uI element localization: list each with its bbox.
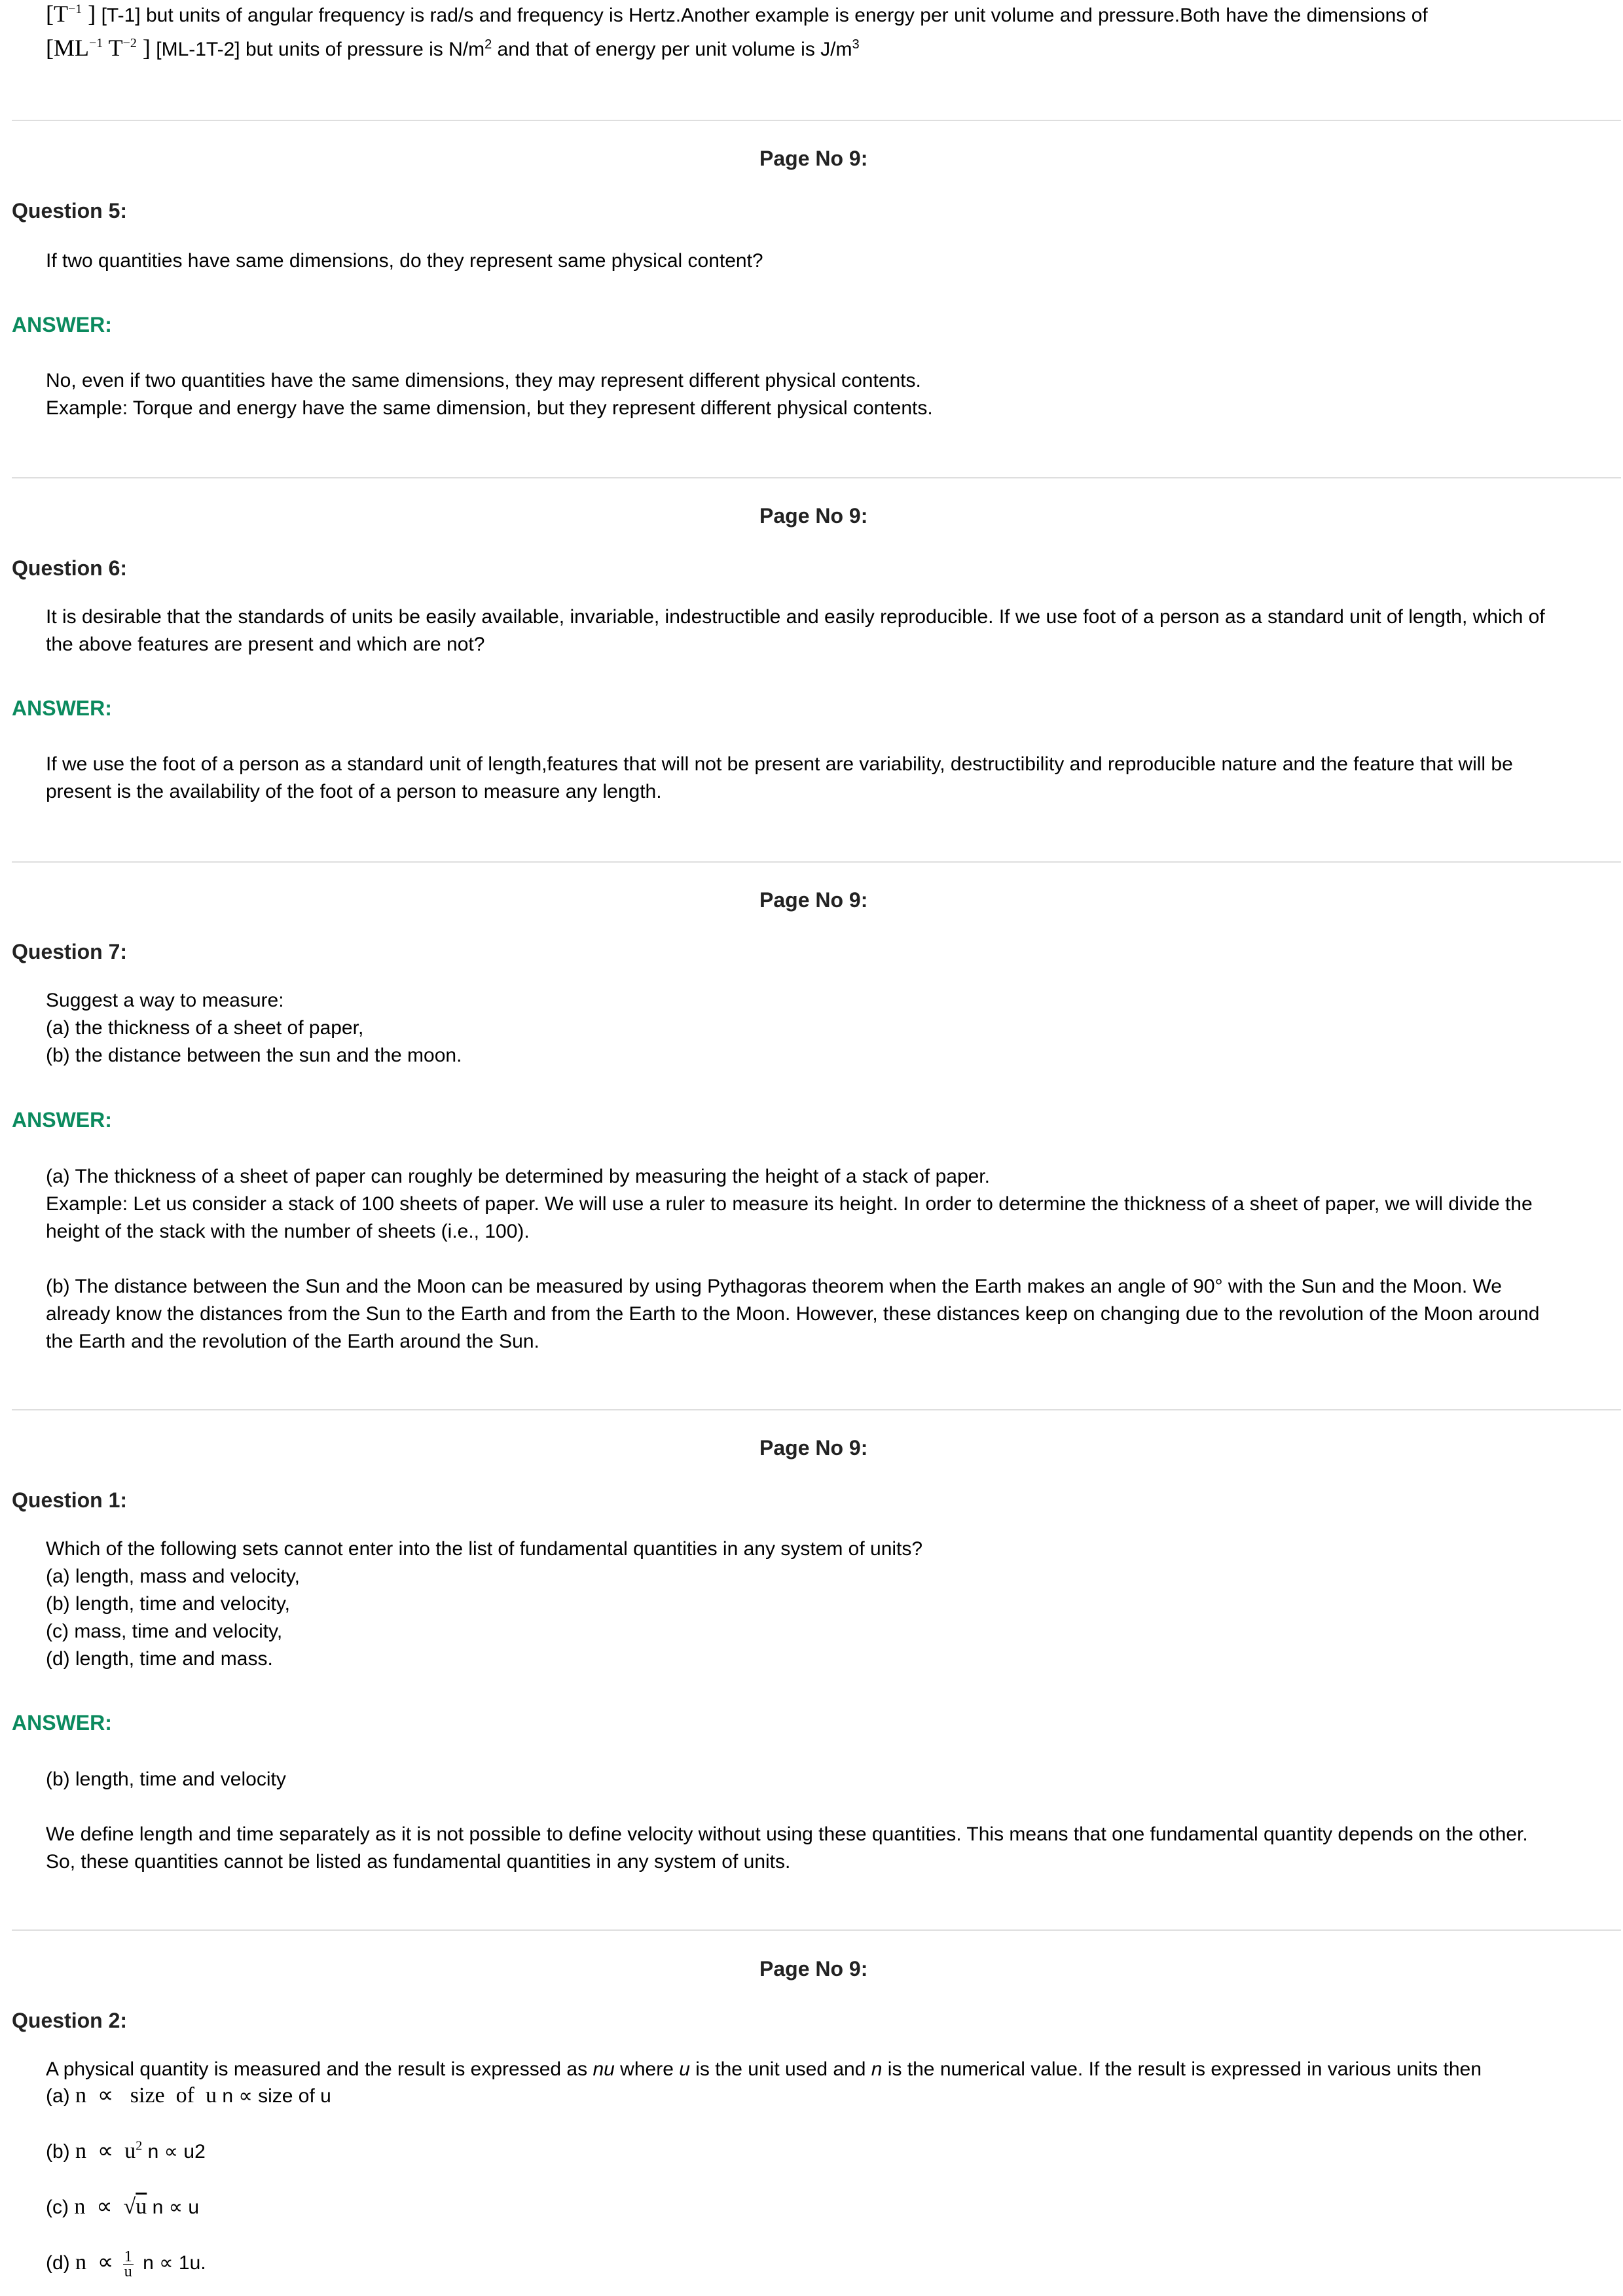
section-divider <box>12 120 1621 121</box>
section-divider <box>12 861 1621 863</box>
question-1-label: Question 1: <box>12 1488 128 1512</box>
question-7-line: (b) the distance between the sun and the moon. <box>46 1045 462 1066</box>
intro-math-t-inverse: [$T^{-1}$ ] <box>46 1 96 27</box>
answer-1-line: We define length and time separately as it is not possible to define velocity without using these quantities. This means that one fundamental quantity depends on the other. <box>46 1823 1528 1845</box>
page-number-heading: Page No 9: <box>759 888 868 912</box>
question-2-option-a: (a) n ∝ size of u n ∝ size of u <box>46 2083 331 2108</box>
answer-6-line: present is the availability of the foot of a person to measure any length. <box>46 781 662 802</box>
section-divider <box>12 1929 1621 1931</box>
page-number-heading: Page No 9: <box>759 1436 868 1460</box>
question-2-option-b: (b) $n \propto u^2$ n ∝ u2 <box>46 2138 206 2163</box>
answer-label: ANSWER: <box>12 313 112 336</box>
intro-text-1: [T-1] but units of angular frequency is rad/s and frequency is Hertz.Another example is energy per unit volume and pressure.Both have the dimensions of <box>96 5 1428 26</box>
question-2-label: Question 2: <box>12 2009 128 2032</box>
question-7-line: (a) the thickness of a sheet of paper, <box>46 1017 364 1039</box>
answer-7a-line: Example: Let us consider a stack of 100 sheets of paper. We will use a ruler to measure its height. In order to determine the thickness of a sheet of paper, we will divide the <box>46 1193 1533 1215</box>
answer-label: ANSWER: <box>12 1108 112 1132</box>
option-d-math: n ∝ $\frac{1}{u}$ <box>75 2248 132 2280</box>
question-6-line: the above features are present and which are not? <box>46 634 485 655</box>
answer-label: ANSWER: <box>12 696 112 720</box>
answer-label: ANSWER: <box>12 1711 112 1734</box>
question-1-option: (c) mass, time and velocity, <box>46 1621 283 1642</box>
question-2-option-c: (c) n ∝ √u n ∝ u <box>46 2195 200 2219</box>
question-1-option: (a) length, mass and velocity, <box>46 1566 300 1587</box>
intro-math-ml-t: [$ML^{-1}$ $T^{-2}$ ] <box>46 35 151 61</box>
answer-6-line: If we use the foot of a person as a standard unit of length,features that will not be present are variability, destructibility and reproducible nature and the feature that will be <box>46 753 1513 775</box>
answer-7a-line: (a) The thickness of a sheet of paper can roughly be determined by measuring the height of a stack of paper. <box>46 1166 990 1187</box>
question-1-line: Which of the following sets cannot enter into the list of fundamental quantities in any system of units? <box>46 1538 923 1560</box>
answer-1-line: So, these quantities cannot be listed as fundamental quantities in any system of units. <box>46 1851 791 1873</box>
answer-7b-line: the Earth and the revolution of the Earth around the Sun. <box>46 1331 539 1352</box>
answer-7b-line: (b) The distance between the Sun and the Moon can be measured by using Pythagoras theorem when the Earth makes an angle of 90° with the Sun and the Moon. We <box>46 1276 1502 1297</box>
section-divider <box>12 477 1621 478</box>
question-6-line: It is desirable that the standards of units be easily available, invariable, indestructible and easily reproducible. If we use foot of a person as a standard unit of length, which of <box>46 606 1545 628</box>
page-number-heading: Page No 9: <box>759 147 868 170</box>
answer-7a-line: height of the stack with the number of sheets (i.e., 100). <box>46 1221 530 1242</box>
option-c-math: n ∝ √u <box>74 2195 147 2219</box>
question-6-label: Question 6: <box>12 556 128 580</box>
question-5-text: If two quantities have same dimensions, do they represent same physical content? <box>46 250 763 272</box>
intro-line-1 <box>46 0 1428 29</box>
option-b-math: $n \propto u^2$ <box>75 2138 143 2163</box>
answer-7b-line: already know the distances from the Sun to the Earth and from the Earth to the Moon. However, these distances keep on changing due to the revolution of the Moon around <box>46 1303 1540 1325</box>
answer-5-line: Example: Torque and energy have the same dimension, but they represent different physical contents. <box>46 397 933 419</box>
question-7-line: Suggest a way to measure: <box>46 990 284 1011</box>
fraction-one-over-u: $\frac{1}{u}$ <box>124 2248 132 2280</box>
question-1-option: (b) length, time and velocity, <box>46 1593 290 1615</box>
question-2-text: A physical quantity is measured and the result is expressed as nu where u is the unit used and n is the numerical value. If the result is expressed in various units then <box>46 2058 1482 2080</box>
option-a-math: n ∝ size of u <box>75 2083 217 2108</box>
question-2-option-d: (d) n ∝ $\frac{1}{u}$ n ∝ 1u. <box>46 2248 206 2280</box>
section-divider <box>12 1409 1621 1410</box>
answer-1-choice: (b) length, time and velocity <box>46 1768 286 1790</box>
page-number-heading: Page No 9: <box>759 504 868 528</box>
intro-line-2: [$ML^{-1}$ $T^{-2}$ ] [ML-1T-2] but units of pressure is $N/m^2$ and that of energy per unit volume is $J/m^3$ <box>46 35 860 61</box>
page-number-heading: Page No 9: <box>759 1957 868 1981</box>
answer-5-line: No, even if two quantities have the same dimensions, they may represent different physical contents. <box>46 370 921 391</box>
question-7-label: Question 7: <box>12 940 128 963</box>
question-5-label: Question 5: <box>12 199 128 223</box>
question-1-option: (d) length, time and mass. <box>46 1648 273 1670</box>
